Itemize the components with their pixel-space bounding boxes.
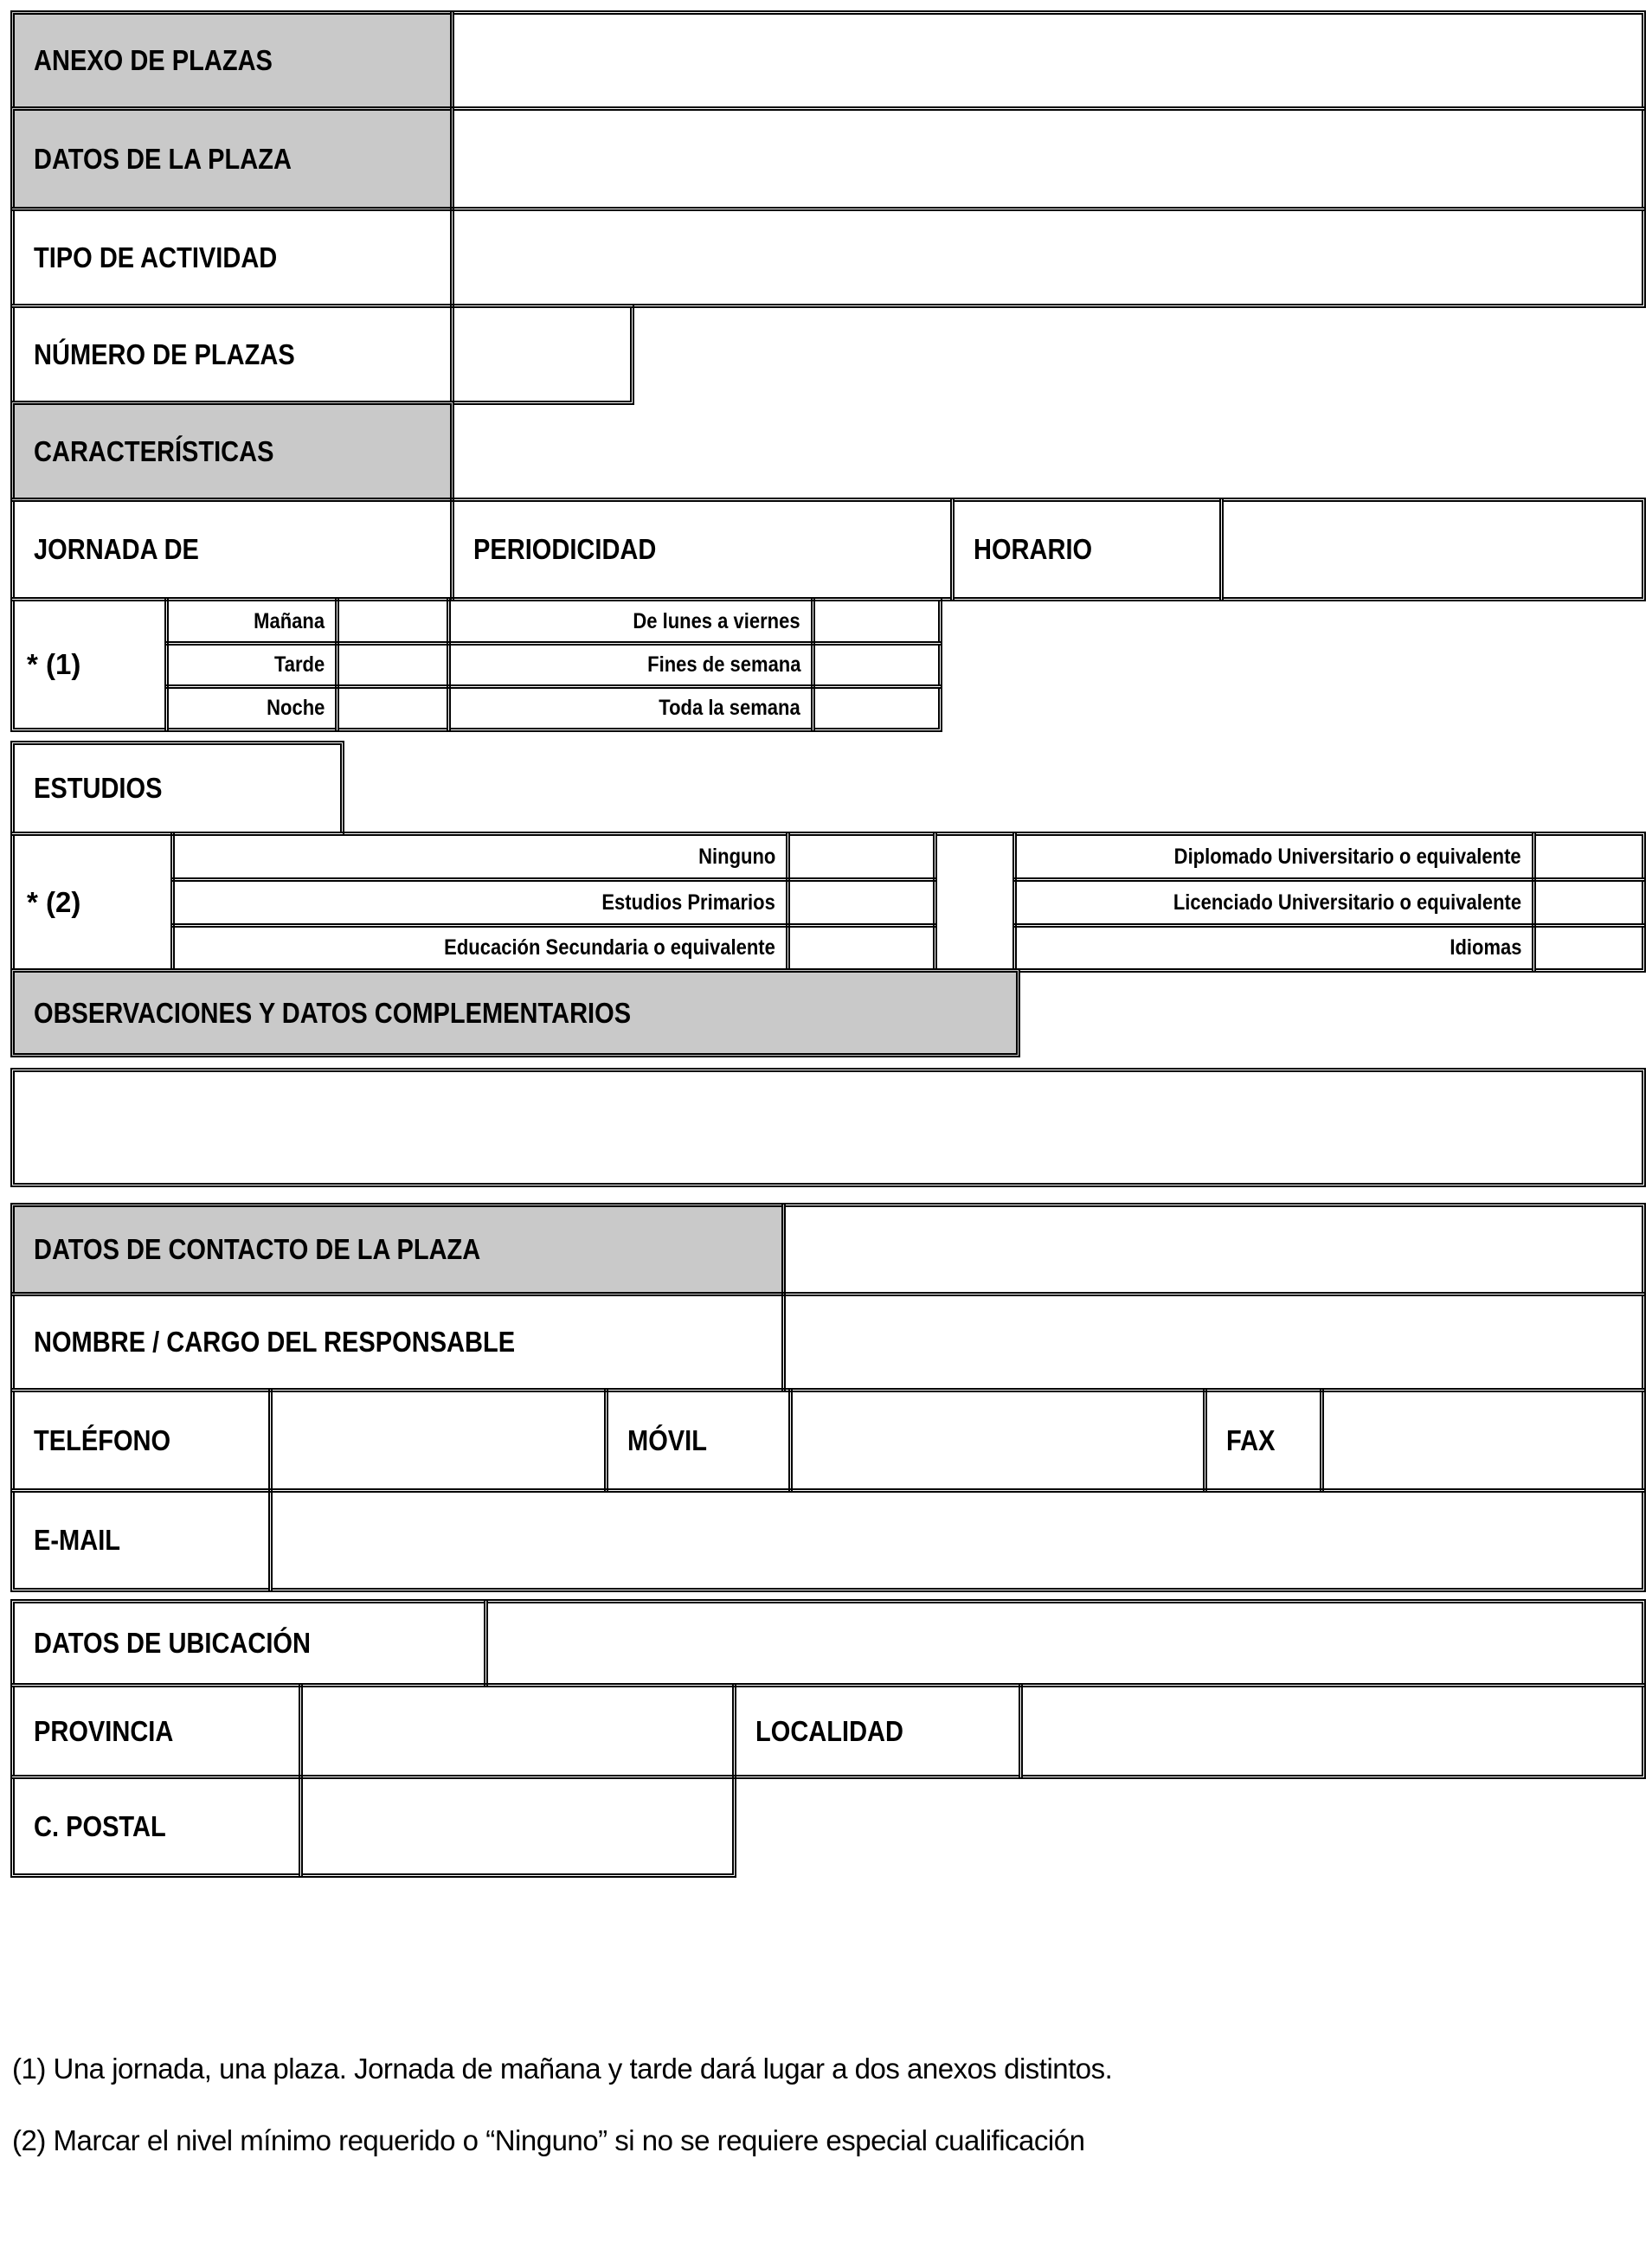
checkbox-manana[interactable] [335, 597, 451, 646]
checkbox-diplomado[interactable] [1532, 832, 1646, 882]
c-postal-label-cell [10, 1775, 303, 1878]
localidad-value-cell[interactable] [1019, 1683, 1646, 1779]
diplomado-label: Diplomado Universitario o equivalente [1174, 844, 1521, 869]
manana-label-cell [164, 597, 339, 646]
row-jornada-options [10, 597, 942, 732]
checkbox-tarde[interactable] [335, 641, 451, 689]
provincia-label: PROVINCIA [34, 1714, 174, 1747]
movil-value-cell[interactable] [788, 1388, 1207, 1493]
jornada-label-cell [10, 498, 454, 601]
tipo-actividad-value-cell[interactable] [450, 207, 1646, 308]
row-estudios-options [10, 832, 1646, 973]
noche-label: Noche [266, 696, 325, 720]
telefono-value-cell[interactable] [268, 1388, 608, 1493]
nombre-cargo-label-cell [10, 1292, 786, 1392]
checkbox-estudios-primarios[interactable] [786, 877, 937, 928]
observaciones-input[interactable] [10, 1068, 1646, 1187]
tipo-actividad-label: TIPO DE ACTIVIDAD [34, 241, 278, 273]
licenciado-label-cell [1012, 877, 1536, 928]
localidad-label-cell [732, 1683, 1023, 1779]
row-jornada-header [10, 498, 1646, 601]
email-label-cell [10, 1488, 273, 1592]
horario-label: HORARIO [974, 533, 1093, 565]
anexo-value-cell[interactable] [450, 10, 1646, 111]
row-observaciones-header [10, 968, 1020, 1057]
row-datos-contacto [10, 1203, 1646, 1296]
fines-semana-label-cell [447, 641, 815, 689]
estudios-primarios-label-cell [170, 877, 790, 928]
numero-plazas-value-cell[interactable] [450, 304, 634, 405]
tarde-label-cell [164, 641, 339, 689]
row-caracteristicas [10, 401, 454, 502]
tipo-actividad-label-cell [10, 207, 454, 308]
checkbox-toda-semana[interactable] [811, 684, 942, 732]
localidad-label: LOCALIDAD [755, 1714, 903, 1747]
educacion-secundaria-label-cell [170, 923, 790, 973]
periodicidad-label-cell [450, 498, 955, 601]
row-numero-plazas [10, 304, 634, 405]
tarde-label: Tarde [273, 652, 325, 677]
checkbox-licenciado[interactable] [1532, 877, 1646, 928]
estudios-left-grid [170, 832, 937, 973]
noche-label-cell [164, 684, 339, 732]
c-postal-value-cell[interactable] [299, 1775, 736, 1878]
estudios-primarios-label: Estudios Primarios [601, 890, 775, 915]
ref2-cell [10, 832, 175, 973]
movil-label-cell [604, 1388, 793, 1493]
provincia-label-cell [10, 1683, 303, 1779]
row-observaciones-box [10, 1068, 1646, 1187]
anexo-label: ANEXO DE PLAZAS [34, 44, 273, 76]
periodicidad-label: PERIODICIDAD [473, 533, 657, 565]
row-datos-ubicacion [10, 1599, 1646, 1687]
toda-semana-label: Toda la semana [659, 696, 800, 720]
movil-label: MÓVIL [627, 1423, 707, 1456]
lunes-viernes-label: De lunes a viernes [633, 608, 800, 633]
estudios-label: ESTUDIOS [34, 772, 163, 804]
email-label: E-MAIL [34, 1524, 121, 1556]
manana-label: Mañana [254, 608, 325, 633]
row-anexo [10, 10, 1646, 111]
educacion-secundaria-label: Educación Secundaria o equivalente [444, 935, 775, 960]
ref1-label: * (1) [27, 648, 81, 680]
fax-label-cell [1203, 1388, 1324, 1493]
row-datos-plaza [10, 106, 1646, 211]
datos-ubicacion-label-cell [10, 1599, 488, 1687]
c-postal-label: C. POSTAL [34, 1809, 166, 1842]
row-c-postal [10, 1775, 736, 1878]
fines-semana-label: Fines de semana [646, 652, 800, 677]
ninguno-label: Ninguno [697, 844, 775, 869]
row-provincia-localidad [10, 1683, 1646, 1779]
idiomas-label-cell [1012, 923, 1536, 973]
numero-plazas-label-cell [10, 304, 454, 405]
horario-value-cell[interactable] [1219, 498, 1646, 601]
jornada-options-grid [164, 597, 942, 732]
lunes-viernes-label-cell [447, 597, 815, 646]
fax-value-cell[interactable] [1320, 1388, 1646, 1493]
row-nombre-cargo [10, 1292, 1646, 1392]
checkbox-idiomas[interactable] [1532, 923, 1646, 973]
checkbox-ninguno[interactable] [786, 832, 937, 882]
datos-plaza-label-cell [10, 106, 454, 211]
observaciones-label-cell [10, 968, 1020, 1057]
datos-ubicacion-label: DATOS DE UBICACIÓN [34, 1627, 312, 1659]
estudios-spacer-cell [933, 832, 1017, 973]
datos-plaza-value-cell[interactable] [450, 106, 1646, 211]
datos-plaza-label: DATOS DE LA PLAZA [34, 142, 292, 175]
datos-contacto-value-cell[interactable] [781, 1203, 1646, 1296]
provincia-value-cell[interactable] [299, 1683, 736, 1779]
checkbox-lunes-viernes[interactable] [811, 597, 942, 646]
diplomado-label-cell [1012, 832, 1536, 882]
ref2-label: * (2) [27, 885, 81, 918]
caracteristicas-label: CARACTERÍSTICAS [34, 434, 274, 467]
numero-plazas-label: NÚMERO DE PLAZAS [34, 337, 295, 370]
datos-contacto-label-cell [10, 1203, 786, 1296]
footnote-2: (2) Marcar el nivel mínimo requerido o “Ninguno” si no se requiere especial cualificación [12, 2124, 1085, 2156]
row-telefonos [10, 1388, 1646, 1493]
row-tipo-actividad [10, 207, 1646, 308]
datos-ubicacion-value-cell[interactable] [484, 1599, 1646, 1687]
row-estudios [10, 741, 344, 836]
nombre-cargo-value-cell[interactable] [781, 1292, 1646, 1392]
estudios-label-cell [10, 741, 344, 836]
email-value-cell[interactable] [268, 1488, 1646, 1592]
nombre-cargo-label: NOMBRE / CARGO DEL RESPONSABLE [34, 1326, 516, 1358]
caracteristicas-label-cell [10, 401, 454, 502]
telefono-label: TELÉFONO [34, 1423, 171, 1456]
checkbox-educacion-secundaria[interactable] [786, 923, 937, 973]
row-email [10, 1488, 1646, 1592]
checkbox-noche[interactable] [335, 684, 451, 732]
fax-label: FAX [1226, 1423, 1276, 1456]
horario-label-cell [950, 498, 1224, 601]
estudios-right-grid [1012, 832, 1646, 973]
footnote-1: (1) Una jornada, una plaza. Jornada de mañana y tarde dará lugar a dos anexos distintos. [12, 2053, 1113, 2085]
checkbox-fines-semana[interactable] [811, 641, 942, 689]
jornada-label: JORNADA DE [34, 533, 199, 565]
observaciones-label: OBSERVACIONES Y DATOS COMPLEMENTARIOS [34, 996, 632, 1029]
datos-contacto-label: DATOS DE CONTACTO DE LA PLAZA [34, 1233, 481, 1265]
telefono-label-cell [10, 1388, 273, 1493]
ref1-cell [10, 597, 169, 732]
ninguno-label-cell [170, 832, 790, 882]
anexo-label-cell [10, 10, 454, 111]
idiomas-label: Idiomas [1449, 935, 1521, 960]
toda-semana-label-cell [447, 684, 815, 732]
licenciado-label: Licenciado Universitario o equivalente [1173, 890, 1521, 915]
